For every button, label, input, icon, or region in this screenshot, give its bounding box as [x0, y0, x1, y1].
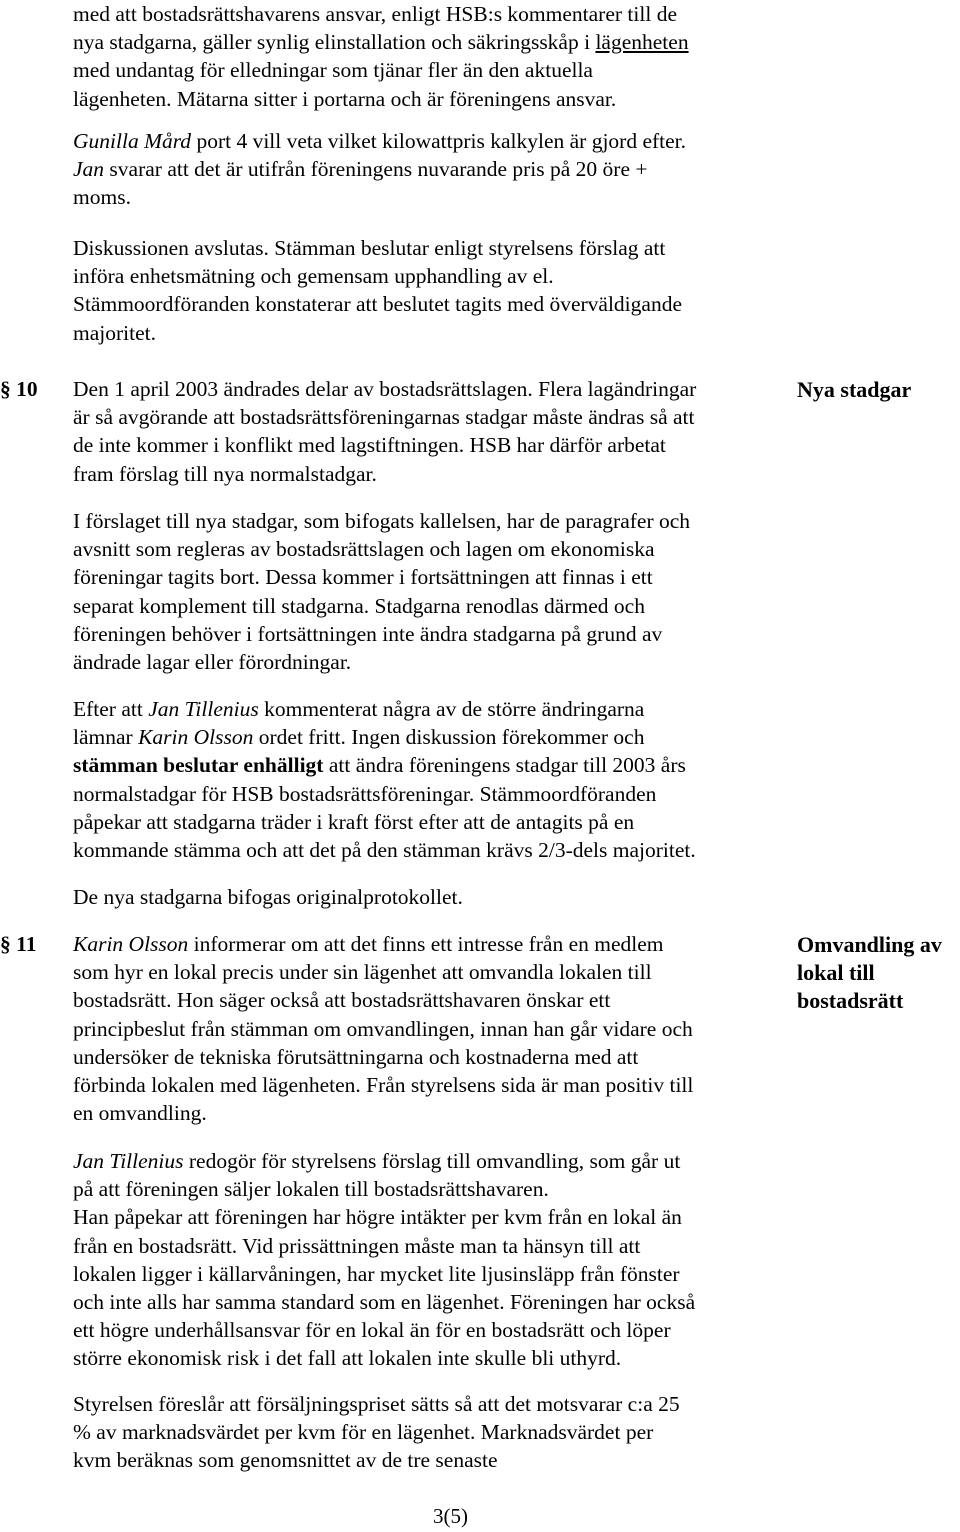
paragraph-el-responsibility: [73, 0, 789, 113]
speaker-name: Karin Olsson: [138, 725, 254, 750]
paragraph-proposal: [73, 507, 789, 676]
text-line: separat komplement till stadgarna. Stadgarna renodlas därmed och: [73, 593, 645, 618]
text-line: bostadsrätt. Hon säger också att bostadsrättshavaren önskar ett: [73, 988, 611, 1013]
section-heading-omvandling: [797, 931, 960, 1016]
text-line: införa enhetsmätning och gemensam upphandling av el.: [73, 264, 554, 289]
text-line: Styrelsen föreslår att försäljningspriset sätts så att det motsvarar c:a 25: [73, 1392, 680, 1416]
text-line: [73, 1147, 789, 1175]
text-line: påpekar att stadgarna träder i kraft först efter att de antagits på en: [73, 809, 635, 834]
text-line: [73, 695, 789, 723]
heading-line: bostadsrätt: [797, 988, 904, 1014]
paragraph-attachment-note: [73, 883, 789, 911]
text-line: med undantag för elledningar som tjänar fler än den aktuella: [73, 58, 593, 83]
heading-line: Omvandling av: [797, 932, 942, 957]
text-line: Han påpekar att föreningen har högre intäkter per kvm från en lokal än: [73, 1205, 682, 1230]
text-line: De nya stadgarna bifogas originalprotokollet.: [73, 885, 463, 909]
text-line: % av marknadsvärdet per kvm för en lägenhet. Marknadsvärdet per: [73, 1420, 654, 1445]
section-marker-10: § 10: [0, 377, 38, 401]
text-line: kvm beräknas som genomsnittet av de tre senaste: [73, 1448, 498, 1473]
text-line: ett högre underhållsansvar för en lokal än för en bostadsrätt och löper: [73, 1318, 671, 1343]
text-run: lämnar: [73, 725, 139, 750]
text-line: Stämmoordföranden konstaterar att beslutet tagits med överväldigande: [73, 292, 682, 317]
speaker-name: Jan Tillenius: [148, 697, 259, 721]
text-run: ordet fritt. Ingen diskussion förekommer och: [253, 725, 645, 750]
text-line: som hyr en lokal precis under sin lägenhet att omvandla lokalen till: [73, 960, 652, 985]
text-line: Den 1 april 2003 ändrades delar av bostadsrättslagen. Flera lagändringar: [73, 377, 697, 401]
text-line: och inte alls har samma standard som en lägenhet. Föreningen har också: [73, 1290, 696, 1315]
text-line: [73, 127, 789, 155]
paragraph-unanimous-decision: [73, 695, 789, 864]
heading-line: lokal till: [797, 960, 875, 986]
text-line: med att bostadsrättshavarens ansvar, enligt HSB:s kommentarer till de: [73, 2, 677, 26]
text-run: redogör för styrelsens förslag till omvandling, som går ut: [183, 1149, 681, 1173]
text-line: förbinda lokalen med lägenheten. Från styrelsens sida är man positiv till: [73, 1073, 694, 1098]
speaker-name: Gunilla Mård: [73, 129, 192, 153]
text-run: att ändra föreningens stadgar till 2003 års: [323, 753, 686, 778]
speaker-name: Jan: [73, 157, 105, 182]
paragraph-kilowatt-question: [73, 127, 789, 212]
text-line: på att föreningen säljer lokalen till bostadsrättshavaren.: [73, 1177, 549, 1202]
text-run: Efter att: [73, 697, 149, 721]
text-run: svarar att det är utifrån föreningens nuvarande pris på 20 öre +: [104, 157, 648, 182]
paragraph-decision-metering: [73, 234, 789, 347]
paragraph-new-law: [73, 375, 789, 488]
text-line: de inte kommer i konflikt med lagstiftningen. HSB har därför arbetat: [73, 433, 666, 458]
text-line: moms.: [73, 185, 131, 210]
text-line: principbeslut från stämman om omvandlingen, innan han går vidare och: [73, 1016, 693, 1041]
text-line: Diskussionen avslutas. Stämman beslutar enligt styrelsens förslag att: [73, 236, 666, 260]
text-line: föreningen behöver i fortsättningen inte ändra stadgarna på grund av: [73, 621, 663, 646]
text-line: [73, 28, 789, 56]
text-line: [73, 751, 789, 779]
speaker-name: Karin Olsson: [73, 932, 189, 956]
text-line: [73, 155, 789, 183]
text-line: majoritet.: [73, 320, 156, 345]
paragraph-conversion-interest: [73, 930, 789, 1127]
text-line: lokalen ligger i källarvåningen, har mycket lite ljusinsläpp från fönster: [73, 1261, 680, 1286]
text-line: lägenheten. Mätarna sitter i portarna och är föreningens ansvar.: [73, 86, 617, 111]
text-run: informerar om att det finns ett intresse från en medlem: [188, 932, 664, 956]
text-run: kommenterat några av de större ändringarna: [258, 697, 645, 721]
text-line: en omvandling.: [73, 1101, 207, 1126]
text-line: [73, 723, 789, 751]
text-line: undersöker de tekniska förutsättningarna och kostnaderna med att: [73, 1044, 639, 1069]
section-marker-11: § 11: [0, 932, 37, 956]
section-heading-nya-stadgar: Nya stadgar: [797, 377, 912, 402]
text-line: fram förslag till nya normalstadgar.: [73, 461, 377, 486]
text-line: normalstadgar för HSB bostadsrättsföreningar. Stämmoordföranden: [73, 781, 657, 806]
text-line: I förslaget till nya stadgar, som bifogats kallelsen, har de paragrafer och: [73, 509, 691, 533]
text-line: avsnitt som regleras av bostadsrättslagen och lagen om ekonomiska: [73, 537, 655, 562]
text-line: ändrade lagar eller förordningar.: [73, 650, 352, 675]
text-line: kommande stämma och att det på den stämman krävs 2/3-dels majoritet.: [73, 838, 696, 863]
text-line: föreningar tagits bort. Dessa kommer i fortsättningen att finnas i ett: [73, 565, 653, 590]
text-run: nya stadgarna, gäller synlig elinstallation och säkringsskåp i: [73, 30, 596, 55]
text-run: port 4 vill veta vilket kilowattpris kalkylen är gjord efter.: [191, 129, 687, 153]
page-number: 3(5): [433, 1504, 468, 1528]
paragraph-price-proposal: [73, 1390, 789, 1475]
speaker-name: Jan Tillenius: [73, 1149, 184, 1173]
paragraph-board-proposal: [73, 1147, 789, 1373]
text-line: från en bostadsrätt. Vid prissättningen måste man ta hänsyn till att: [73, 1233, 641, 1258]
bold-decision: stämman beslutar enhälligt: [73, 753, 324, 778]
text-line: är så avgörande att bostadsrättsföreningarnas stadgar måste ändras så att: [73, 405, 695, 430]
text-line: större ekonomisk risk i det fall att lokalen inte skulle bli uthyrd.: [73, 1346, 622, 1371]
text-line: [73, 930, 789, 958]
underlined-word: lägenheten: [595, 30, 689, 55]
